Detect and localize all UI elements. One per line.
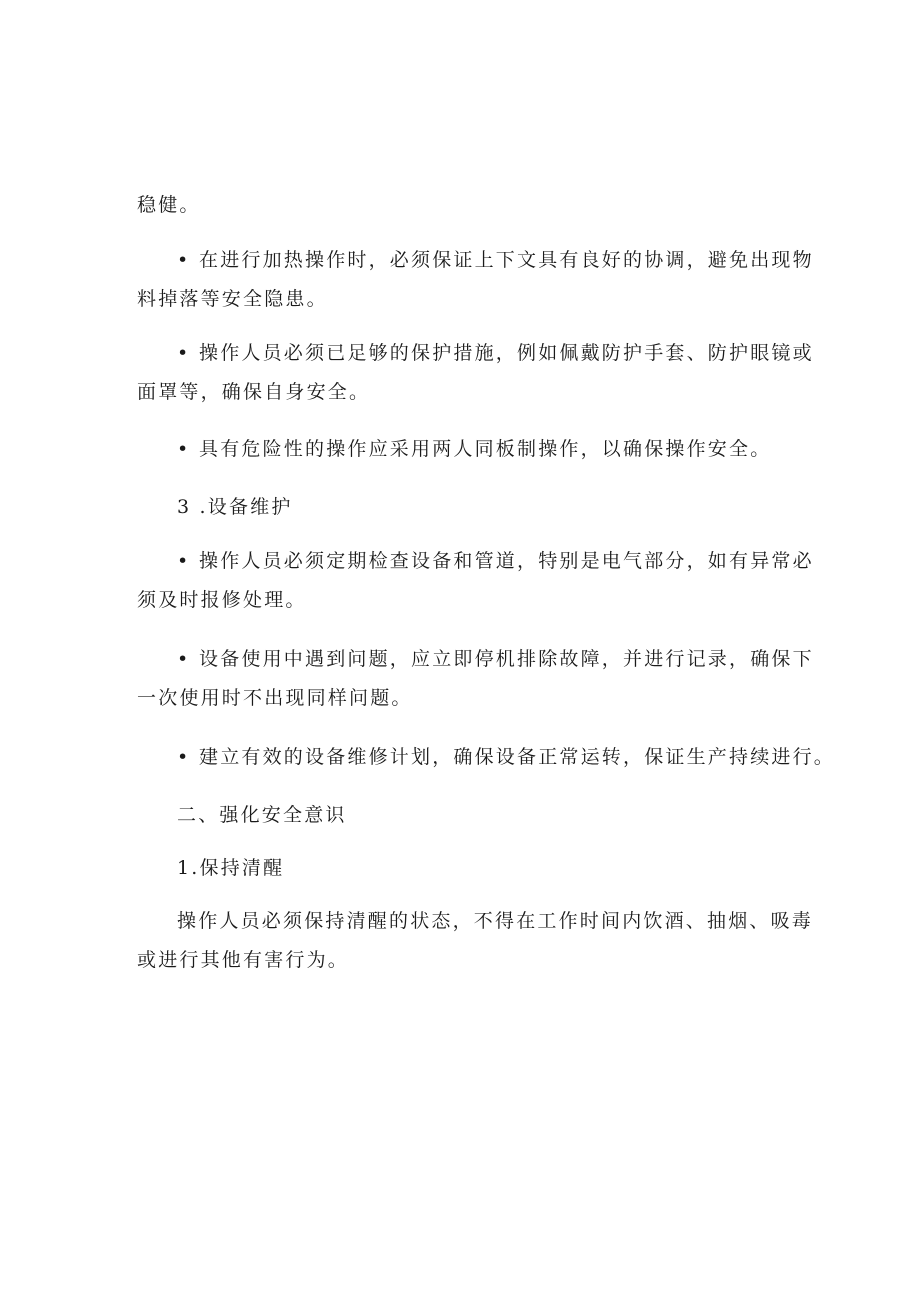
text-line: 或进行其他有害行为。 (137, 949, 350, 971)
bullet-item-maintenance-plan (137, 738, 836, 777)
heading-equipment-maintenance: 3 .设备维护 (177, 496, 293, 518)
bullet-icon: • (177, 648, 191, 670)
text-line: 稳健。 (137, 194, 201, 216)
text-span: 操作人员必须定期检查设备和管道，特别是电气部分，如有异常必 (199, 550, 814, 572)
text-span: 设备使用中遇到问题，应立即停机排除故障，并进行记录，确保下 (199, 648, 814, 670)
text-span: 在进行加热操作时，必须保证上下文具有良好的协调，避免出现物 (199, 249, 814, 271)
paragraph-continuation (137, 186, 797, 225)
paragraph-stay-sober (137, 902, 814, 980)
text-line (137, 241, 814, 280)
text-span: 具有危险性的操作应采用两人同板制操作，以确保操作安全。 (199, 438, 772, 460)
bullet-icon: • (177, 249, 191, 271)
text-line (137, 430, 797, 469)
text-line: 料掉落等安全隐患。 (137, 288, 328, 310)
bullet-item-heating (137, 241, 814, 319)
heading-section-two: 二、强化安全意识 (177, 804, 347, 826)
text-span: 操作人员必须已足够的保护措施，例如佩戴防护手套、防护眼镜或 (199, 342, 814, 364)
bullet-icon: • (177, 746, 191, 768)
text-line (137, 542, 814, 581)
bullet-icon: • (177, 550, 191, 572)
text-line: 一次使用时不出现同样问题。 (137, 687, 413, 709)
text-line: 须及时报修处理。 (137, 589, 307, 611)
bullet-item-two-person (137, 430, 797, 469)
text-span: 建立有效的设备维修计划，确保设备正常运转，保证生产持续进行。 (199, 746, 836, 768)
bullet-icon: • (177, 342, 191, 364)
text-line (137, 640, 814, 679)
heading-stay-sober: 1.保持清醒 (177, 857, 285, 879)
bullet-item-inspection (137, 542, 814, 620)
text-line (137, 334, 814, 373)
bullet-item-protection (137, 334, 814, 412)
text-line: 面罩等，确保自身安全。 (137, 381, 371, 403)
text-line: 操作人员必须保持清醒的状态，不得在工作时间内饮酒、抽烟、吸毒 (177, 910, 814, 932)
text-line (137, 738, 836, 777)
bullet-icon: • (177, 438, 191, 460)
bullet-item-troubleshoot (137, 640, 814, 718)
